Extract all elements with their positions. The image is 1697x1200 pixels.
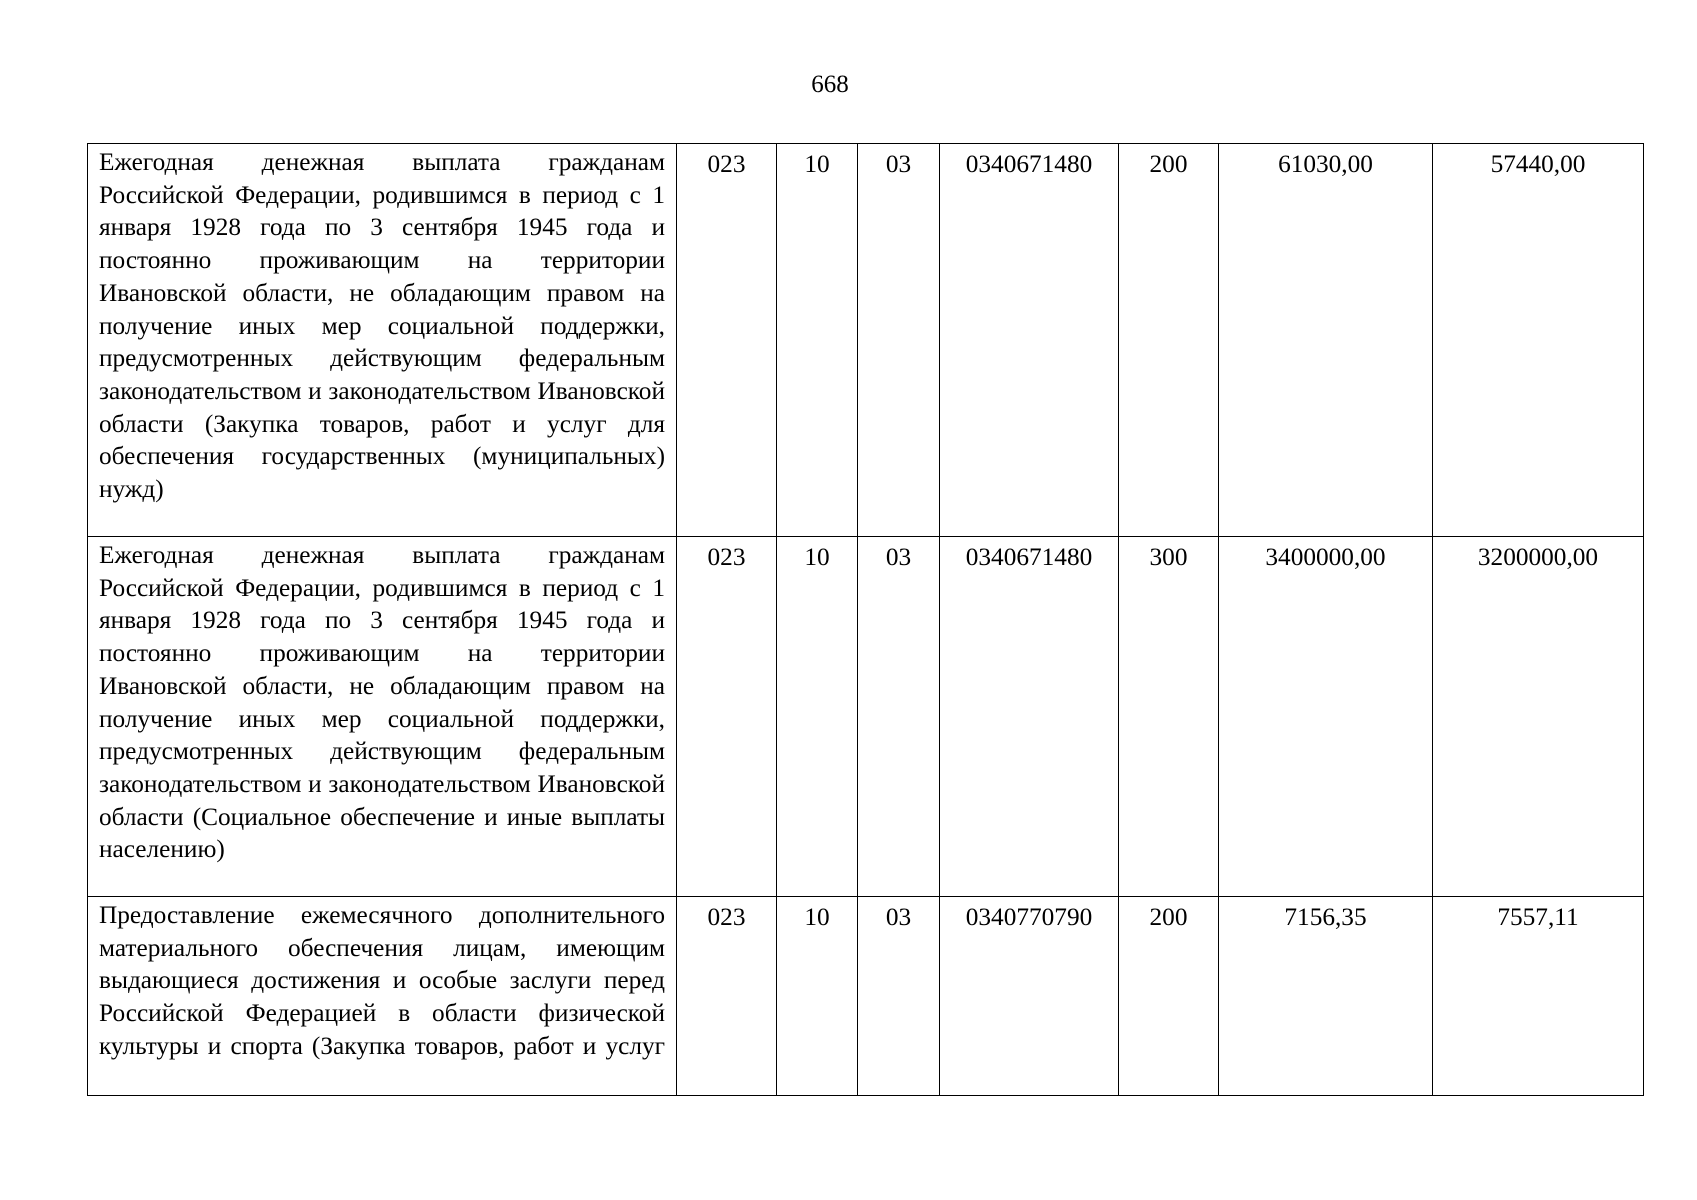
row-description-cell (88, 897, 677, 1096)
target-article-code: 0340671480 (940, 144, 1119, 537)
expense-type-code: 300 (1119, 537, 1219, 897)
subsection-code: 03 (858, 537, 940, 897)
amount-second: 7557,11 (1433, 897, 1644, 1096)
amount-first: 61030,00 (1219, 144, 1433, 537)
target-article-code: 0340671480 (940, 537, 1119, 897)
ministry-code: 023 (677, 144, 777, 537)
table-row (88, 897, 1644, 1096)
table-row (88, 537, 1644, 897)
section-code: 10 (777, 897, 858, 1096)
target-article-code: 0340770790 (940, 897, 1119, 1096)
table-row (88, 144, 1644, 537)
row-description: Ежегодная денежная выплата гражданам Российской Федерации, родившимся в период с 1 января 1928 года по 3 сентября 1945 года и постоянно проживающим на территории Ивановской области, не обладающим правом на получение иных мер социальной поддержки, предусмотренных действующим федеральным законодательством и законодательством Ивановской области (Социальное обеспечение и иные выплаты населению) (88, 537, 677, 897)
subsection-code: 03 (858, 144, 940, 537)
ministry-code: 023 (677, 537, 777, 897)
amount-second: 57440,00 (1433, 144, 1644, 537)
amount-first: 7156,35 (1219, 897, 1433, 1096)
expense-type-code: 200 (1119, 897, 1219, 1096)
amount-second: 3200000,00 (1433, 537, 1644, 897)
expense-type-code: 200 (1119, 144, 1219, 537)
ministry-code: 023 (677, 897, 777, 1096)
row-description: Ежегодная денежная выплата гражданам Российской Федерации, родившимся в период с 1 января 1928 года по 3 сентября 1945 года и постоянно проживающим на территории Ивановской области, не обладающим правом на получение иных мер социальной поддержки, предусмотренных действующим федеральным законодательством и законодательством Ивановской области (Закупка товаров, работ и услуг для обеспечения государственных (муниципальных) нужд) (88, 144, 677, 537)
budget-table (87, 143, 1644, 1096)
section-code: 10 (777, 537, 858, 897)
amount-first: 3400000,00 (1219, 537, 1433, 897)
subsection-code: 03 (858, 897, 940, 1096)
page-number: 668 (811, 71, 849, 98)
row-description: Предоставление ежемесячного дополнительного материального обеспечения лицам, имеющим выдающиеся достижения и особые заслуги перед Российской Федерацией в области физической культуры и спорта (Закупка товаров, работ и услуг (99, 901, 665, 1060)
section-code: 10 (777, 144, 858, 537)
